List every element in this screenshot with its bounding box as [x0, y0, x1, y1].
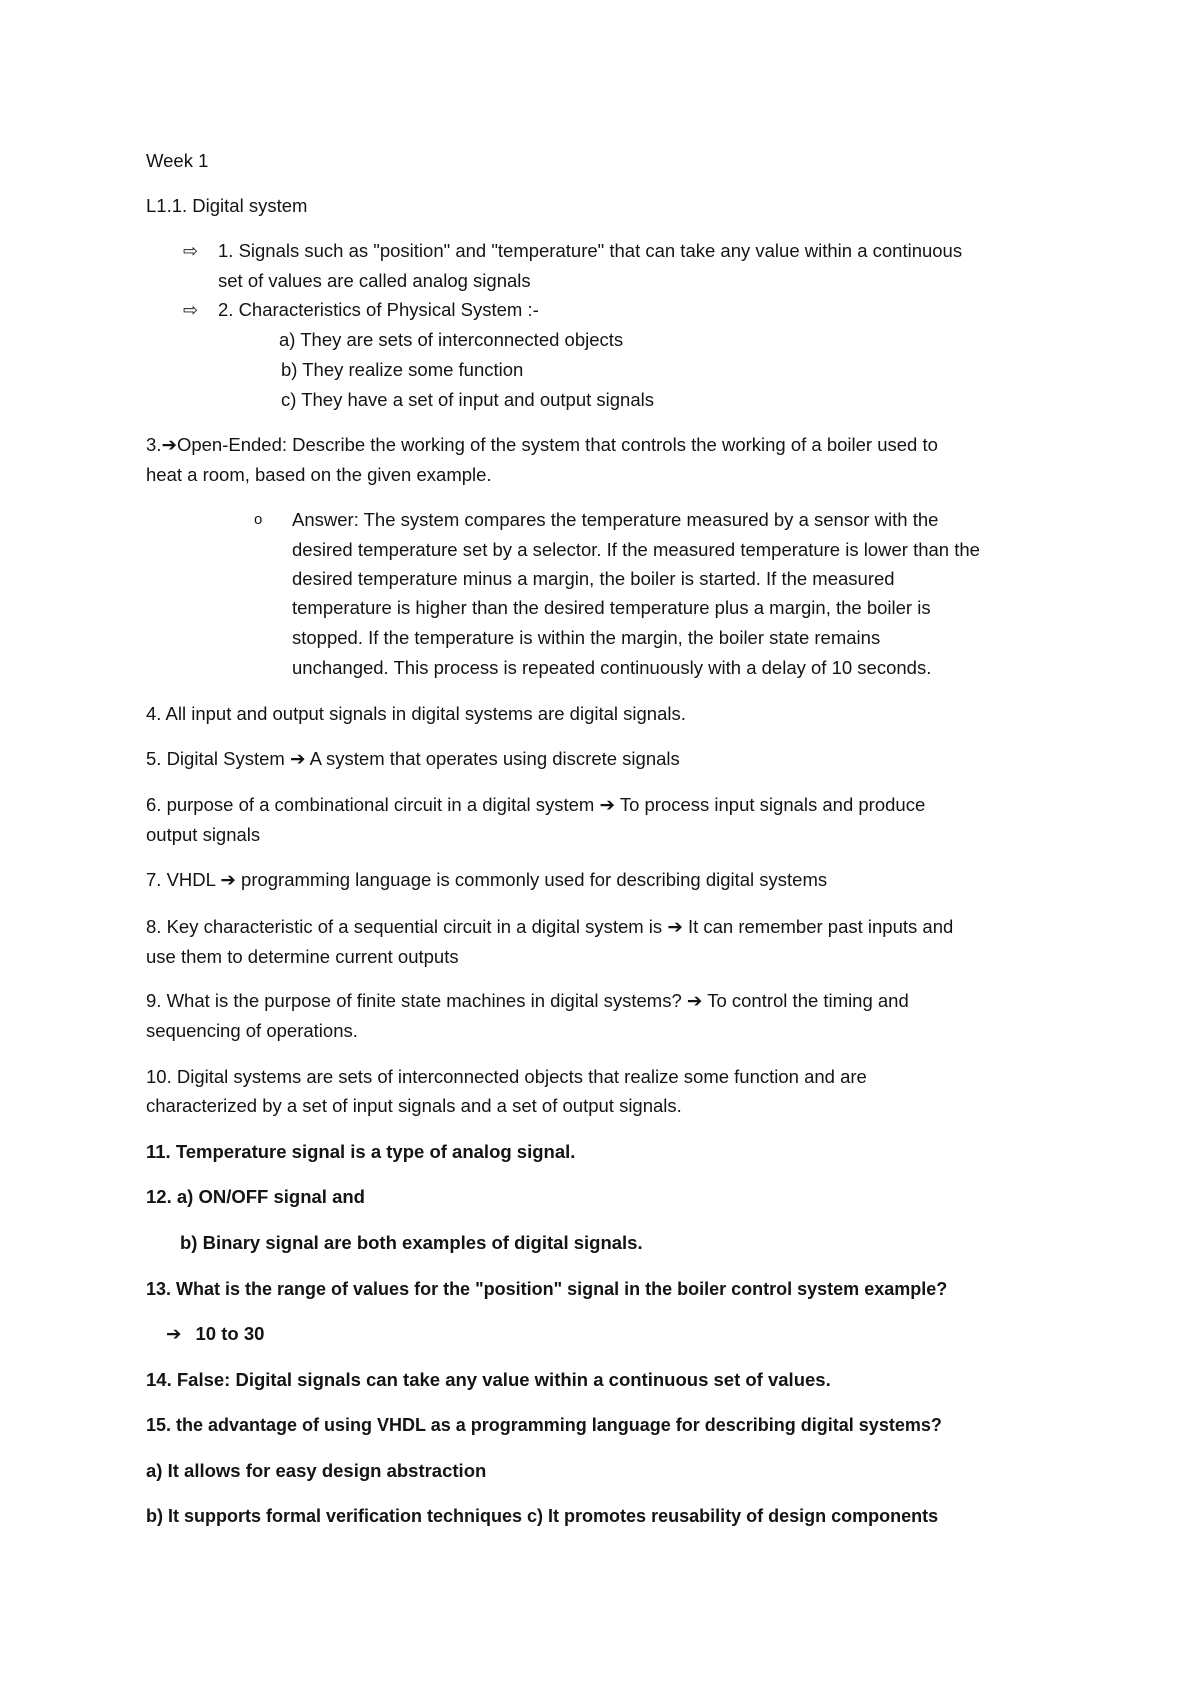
item-15-question: 15. the advantage of using VHDL as a programming language for describing digital systems?: [146, 1415, 942, 1435]
item-2-b: b) They realize some function: [281, 359, 524, 380]
item-9-line-1: [146, 990, 909, 1012]
item-9-question: 9. What is the purpose of finite state machines in digital systems?: [146, 990, 682, 1011]
item-8-answer: It can remember past inputs and: [687, 916, 954, 937]
item-8-line-1: [146, 916, 953, 938]
answer-line: desired temperature minus a margin, the boiler is started. If the measured: [292, 568, 895, 589]
item-5-definition: A system that operates using discrete signals: [309, 748, 680, 769]
item-11: 11. Temperature signal is a type of analog signal.: [146, 1141, 576, 1162]
item-12-a: 12. a) ON/OFF signal and: [146, 1186, 365, 1207]
circle-bullet-icon: o: [254, 511, 263, 528]
item-2-line-1: 2. Characteristics of Physical System :-: [218, 299, 539, 320]
item-10-line-2: characterized by a set of input signals and a set of output signals.: [146, 1095, 682, 1116]
item-15-b: b) It supports formal verification techniques c) It promotes reusability of design components: [146, 1506, 939, 1526]
answer-line: stopped. If the temperature is within the margin, the boiler state remains: [292, 627, 881, 648]
answer-line: unchanged. This process is repeated continuously with a delay of 10 seconds.: [292, 657, 932, 678]
answer-line: temperature is higher than the desired temperature plus a margin, the boiler is: [292, 597, 931, 618]
item-9-line-2: sequencing of operations.: [146, 1020, 358, 1041]
item-5-term: 5. Digital System: [146, 748, 285, 769]
item-4: 4. All input and output signals in digital systems are digital signals.: [146, 703, 686, 724]
solid-arrow-icon: ➔: [599, 794, 615, 815]
item-12-b: b) Binary signal are both examples of digital signals.: [180, 1232, 643, 1253]
item-3-text: Open-Ended: Describe the working of the system that controls the working of a boiler used to: [176, 434, 938, 455]
answer-line: desired temperature set by a selector. If the measured temperature is lower than the: [292, 539, 980, 560]
item-9-answer: To control the timing and: [707, 990, 909, 1011]
item-3-line-2: heat a room, based on the given example.: [146, 464, 492, 485]
solid-arrow-icon: ➔: [686, 990, 703, 1011]
answer-line: Answer: The system compares the temperature measured by a sensor with the: [292, 509, 939, 530]
item-15-a: a) It allows for easy design abstraction: [146, 1460, 487, 1481]
outline-arrow-icon: ⇨: [183, 300, 199, 320]
item-1-line-1: 1. Signals such as "position" and "temperature" that can take any value within a continuous: [218, 240, 963, 261]
solid-arrow-icon: ➔: [161, 434, 177, 455]
item-10-line-1: 10. Digital systems are sets of interconnected objects that realize some function and are: [146, 1066, 867, 1087]
solid-arrow-icon: ➔: [220, 869, 236, 890]
item-2-c: c) They have a set of input and output signals: [281, 389, 654, 410]
solid-arrow-icon: ➔: [289, 748, 306, 769]
solid-arrow-icon: ➔: [166, 1323, 182, 1344]
item-3-line-1: [146, 434, 938, 456]
item-8-line-2: use them to determine current outputs: [146, 946, 459, 967]
item-7: [146, 869, 827, 891]
item-13-answer-text: 10 to 30: [195, 1323, 265, 1344]
item-3-number: 3.: [146, 434, 162, 455]
item-13-answer: [166, 1323, 264, 1345]
item-6-answer: To process input signals and produce: [619, 794, 926, 815]
item-6-line-1: [146, 794, 925, 816]
section-heading: L1.1. Digital system: [146, 195, 308, 216]
item-7-definition: programming language is commonly used for describing digital systems: [241, 869, 828, 890]
item-1-line-2: set of values are called analog signals: [218, 270, 531, 291]
item-6-line-2: output signals: [146, 824, 261, 845]
outline-arrow-icon: ⇨: [183, 241, 199, 261]
item-5: [146, 748, 680, 770]
item-8-question: 8. Key characteristic of a sequential circuit in a digital system is: [146, 916, 663, 937]
solid-arrow-icon: ➔: [667, 916, 683, 937]
item-13-question: 13. What is the range of values for the "position" signal in the boiler control system example?: [146, 1279, 948, 1299]
item-6-question: 6. purpose of a combinational circuit in a digital system: [146, 794, 595, 815]
item-14: 14. False: Digital signals can take any value within a continuous set of values.: [146, 1369, 831, 1390]
item-7-term: 7. VHDL: [146, 869, 216, 890]
item-2-a: a) They are sets of interconnected objects: [279, 329, 624, 350]
week-heading: Week 1: [146, 150, 209, 171]
